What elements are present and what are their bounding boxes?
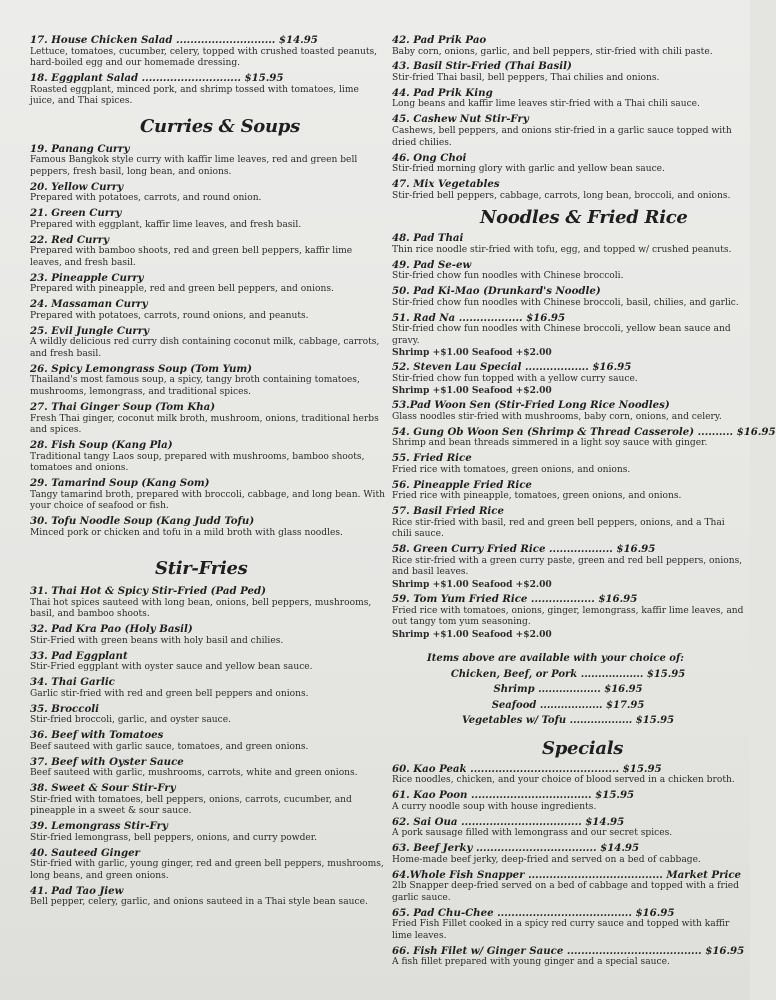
menu-item-title: 37. Beef with Oyster Sauce xyxy=(30,755,184,768)
menu-item-title: 38. Sweet & Sour Stir-Fry xyxy=(30,782,176,795)
menu-item-description: Tangy tamarind broth, prepared with broccoli, cabbage, and long bean. With your choice of seafood or fish. xyxy=(30,489,385,512)
menu-item xyxy=(30,298,385,322)
menu-item-price: $15.95 xyxy=(244,72,284,85)
menu-item-title: 45. Cashew Nut Stir-Fry xyxy=(392,113,529,126)
menu-item xyxy=(30,703,385,727)
menu-item xyxy=(30,363,385,399)
menu-item-description: Prepared with eggplant, kaffir lime leaves, and fresh basil. xyxy=(30,219,302,230)
menu-item-title: 60. Kao Peak .......................................... xyxy=(392,762,620,775)
menu-item-title: 21. Green Curry xyxy=(30,207,122,220)
menu-item-name xyxy=(392,113,744,126)
menu-item-description: Stir-fried with tomatoes, bell peppers, onions, carrots, cucumber, and pineapple in a sweet & sour sauce. xyxy=(30,794,352,817)
menu-item-description: Stir-fried chow fun topped with a yellow curry sauce. xyxy=(392,373,638,384)
section-title-specials: Specials xyxy=(542,737,624,759)
menu-item-description: Stir-fried broccoli, garlic, and oyster sauce. xyxy=(30,715,231,726)
menu-item-title: 25. Evil Jungle Curry xyxy=(30,324,150,337)
menu-item-price: $14.95 xyxy=(278,34,318,46)
menu-item-name xyxy=(30,439,385,452)
protein-choice-label: Vegetables w/ Tofu .................. xyxy=(461,715,633,727)
menu-item-description: Stir-fried morning glory with garlic and yellow bean sauce. xyxy=(392,164,665,175)
menu-item-title: 49. Pad Se-ew xyxy=(392,258,472,271)
menu-item-name xyxy=(30,207,385,220)
menu-item-title: 47. Mix Vegetables xyxy=(392,178,500,191)
menu-item-description: Long beans and kaffir lime leaves stir-fried with a Thai chili sauce. xyxy=(392,99,700,110)
menu-item-upcharge: Shrimp +$1.00 Seafood +$2.00 xyxy=(392,628,552,640)
menu-item-title: 29. Tamarind Soup (Kang Som) xyxy=(30,477,210,490)
menu-item-name xyxy=(392,259,744,272)
menu-item-description: Fried rice with tomatoes, onions, ginger, lemongrass, kaffir lime leaves, and out tangy tom yum seasoning. xyxy=(392,605,744,628)
menu-item-name xyxy=(30,234,385,247)
menu-item-name xyxy=(392,232,744,245)
menu-item xyxy=(30,782,385,818)
menu-item-description: Lettuce, tomatoes, cucumber, celery, topped with crushed toasted peanuts, hard-boiled egg and our homemade dressing. xyxy=(30,46,378,69)
menu-item-title: 54. Gung Ob Woon Sen (Shrimp & Thread Casserole) .......... xyxy=(392,425,734,438)
menu-item xyxy=(392,593,744,640)
menu-item xyxy=(30,325,385,361)
menu-item-name xyxy=(30,729,385,742)
section-title-noodles: Noodles & Fried Rice xyxy=(480,207,688,229)
menu-item-name xyxy=(30,756,385,769)
menu-item-title: 18. Eggplant Salad ............................ xyxy=(30,72,241,85)
menu-item-name xyxy=(30,585,385,598)
menu-item xyxy=(30,272,385,296)
menu-item-name xyxy=(392,361,744,374)
protein-choice-row xyxy=(392,713,744,729)
menu-group-stir-fries xyxy=(30,585,385,909)
protein-choice-block xyxy=(392,651,744,729)
menu-item-name xyxy=(392,869,744,882)
menu-item-price: $16.95 xyxy=(736,425,776,438)
menu-item-description: Glass noodles stir-fried with mushrooms, baby corn, onions, and celery. xyxy=(392,411,722,422)
menu-item-name xyxy=(30,703,385,716)
menu-item-description: Fried rice with pineapple, tomatoes, green onions, and onions. xyxy=(392,491,682,502)
menu-item-price: $15.95 xyxy=(622,762,662,775)
menu-item-description: Prepared with bamboo shoots, red and green bell peppers, kaffir lime leaves, and fresh basil. xyxy=(30,246,353,268)
menu-item-name xyxy=(392,505,744,518)
menu-item-title: 57. Basil Fried Rice xyxy=(392,505,504,518)
menu-item xyxy=(392,60,744,84)
menu-item-name xyxy=(30,885,385,898)
section-title-curries: Curries & Soups xyxy=(140,115,300,137)
menu-item-description: Stir-fried with garlic, young ginger, red and green bell peppers, mushrooms, long beans, and green onions. xyxy=(30,859,384,881)
menu-item-title: 33. Pad Eggplant xyxy=(30,649,128,662)
menu-item xyxy=(392,178,744,202)
menu-item xyxy=(392,34,744,58)
menu-item-description: Fresh Thai ginger, coconut milk broth, mushroom, onions, traditional herbs and spices. xyxy=(30,413,379,436)
menu-item-description: A pork sausage filled with lemongrass and our secret spices. xyxy=(392,828,673,839)
menu-item-title: 48. Pad Thai xyxy=(392,232,464,245)
menu-item-description: Stir-Fried with green beans with holy basil and chilies. xyxy=(30,635,284,646)
menu-item-title: 52. Steven Lau Special .................. xyxy=(392,361,589,374)
menu-item-name xyxy=(30,676,385,689)
protein-choice-price: $17.95 xyxy=(606,699,645,711)
menu-item xyxy=(392,113,744,149)
menu-item-name xyxy=(30,325,385,338)
menu-item-description: Baby corn, onions, garlic, and bell peppers, stir-fried with chili paste. xyxy=(392,46,713,57)
menu-item-description: Rice stir-fried with basil, red and green bell peppers, onions, and a Thai chili sauce. xyxy=(392,517,725,540)
menu-item-title: 35. Broccoli xyxy=(30,702,99,715)
menu-item xyxy=(392,789,744,813)
menu-item-name xyxy=(30,847,385,860)
menu-item-price: $14.95 xyxy=(585,815,625,828)
menu-item xyxy=(392,232,744,256)
menu-item-name xyxy=(30,782,385,795)
menu-item-title: 46. Ong Choi xyxy=(392,151,467,164)
menu-item xyxy=(30,143,385,179)
menu-item-description: A wildly delicious red curry dish containing coconut milk, cabbage, carrots, and fresh basil. xyxy=(30,337,380,359)
menu-item-name xyxy=(30,298,385,311)
menu-item-title: 41. Pad Tao Jiew xyxy=(30,884,124,897)
menu-item xyxy=(30,650,385,674)
menu-item-name xyxy=(392,285,744,298)
menu-item-price: $14.95 xyxy=(600,842,640,855)
menu-item-description: Roasted eggplant, minced pork, and shrimp tossed with tomatoes, lime juice, and Thai spices. xyxy=(30,84,359,107)
menu-item-price: $16.95 xyxy=(592,361,632,374)
menu-item xyxy=(30,623,385,647)
menu-item-description: Stir-fried chow fun noodles with Chinese broccoli, yellow bean sauce and gravy. xyxy=(392,324,731,346)
protein-choice-row xyxy=(392,698,744,714)
menu-item-description: Beef sauteed with garlic, mushrooms, carrots, white and green onions. xyxy=(30,768,358,779)
menu-item-price: $16.95 xyxy=(616,543,656,556)
menu-item-title: 63. Beef Jerky .................................. xyxy=(392,842,597,855)
menu-item-name xyxy=(30,143,385,156)
menu-item-description: Stir-fried chow fun noodles with Chinese broccoli, basil, chilies, and garlic. xyxy=(392,297,739,308)
protein-choice-price: $15.95 xyxy=(635,715,675,727)
menu-group-specials xyxy=(392,763,744,969)
menu-item-price: $16.95 xyxy=(705,944,745,957)
menu-item xyxy=(30,401,385,437)
menu-group-salads xyxy=(30,34,385,108)
menu-item-description: Rice noodles, chicken, and your choice of blood served in a chicken broth. xyxy=(392,775,735,786)
menu-item-title: 59. Tom Yum Fried Rice .................. xyxy=(392,593,595,605)
menu-item-title: 62. Sai Oua .................................. xyxy=(392,815,582,828)
menu-item xyxy=(392,945,744,969)
menu-item xyxy=(392,152,744,176)
menu-item-name xyxy=(392,816,744,829)
menu-item-description: Prepared with potatoes, carrots, round onions, and peanuts. xyxy=(30,310,309,321)
menu-item xyxy=(30,234,385,270)
menu-item-price: $15.95 xyxy=(595,789,635,802)
menu-item-name xyxy=(392,593,744,606)
menu-item-title: 64.Whole Fish Snapper ...................................... xyxy=(392,868,663,881)
menu-item-description: Rice stir-fried with a green curry paste, green and red bell peppers, onions, and basil leaves. xyxy=(392,555,743,578)
menu-item-name xyxy=(30,72,385,85)
menu-item xyxy=(392,285,744,309)
menu-item-title: 53.Pad Woon Sen (Stir-Fried Long Rice Noodles) xyxy=(392,399,670,412)
protein-choice-price: $16.95 xyxy=(604,684,643,696)
menu-item-title: 24. Massaman Curry xyxy=(30,298,148,311)
menu-item-description: Minced pork or chicken and tofu in a mild broth with glass noodles. xyxy=(30,527,343,538)
menu-item-title: 66. Fish Filet w/ Ginger Sauce ...................................... xyxy=(392,944,702,957)
menu-item-title: 34. Thai Garlic xyxy=(30,676,115,689)
menu-item-title: 17. House Chicken Salad ............................ xyxy=(30,34,276,46)
protein-choice-price: $15.95 xyxy=(646,668,686,680)
menu-item xyxy=(392,763,744,787)
menu-item-name xyxy=(392,842,744,855)
menu-item xyxy=(30,72,385,108)
menu-item-name xyxy=(392,907,744,920)
menu-item xyxy=(392,399,744,423)
menu-item-name xyxy=(392,452,744,465)
menu-item-description: Traditional tangy Laos soup, prepared with mushrooms, bamboo shoots, tomatoes and onions. xyxy=(30,451,365,474)
menu-item-title: 30. Tofu Noodle Soup (Kang Judd Tofu) xyxy=(30,515,255,528)
menu-item-title: 26. Spicy Lemongrass Soup (Tom Yum) xyxy=(30,362,252,375)
menu-item xyxy=(30,847,385,883)
menu-item-description: Garlic stir-fried with red and green bell peppers and onions. xyxy=(30,688,309,699)
menu-item-description: Home-made beef jerky, deep-fried and served on a bed of cabbage. xyxy=(392,854,701,865)
menu-item-title: 51. Rad Na .................. xyxy=(392,311,523,324)
menu-item-price: $16.95 xyxy=(635,906,675,919)
menu-item-name xyxy=(30,363,385,376)
menu-item-title: 22. Red Curry xyxy=(30,233,110,246)
menu-item-name xyxy=(30,650,385,663)
menu-item-title: 36. Beef with Tomatoes xyxy=(30,729,164,742)
menu-group-stir-fries-cont xyxy=(392,34,744,202)
protein-choice-heading: Items above are available with your choice of: xyxy=(427,653,684,665)
menu-item-name xyxy=(392,399,744,412)
menu-item-title: 44. Pad Prik King xyxy=(392,86,493,99)
protein-choice-label: Shrimp .................. xyxy=(493,684,601,696)
menu-item-description: Bell pepper, celery, garlic, and onions sauteed in a Thai style bean sauce. xyxy=(30,897,368,908)
menu-item-name xyxy=(392,87,744,100)
menu-item-price: Market Price xyxy=(666,868,742,881)
menu-item xyxy=(30,729,385,753)
menu-item-name xyxy=(392,543,744,556)
section-title-stir-fries: Stir-Fries xyxy=(155,558,248,580)
menu-item xyxy=(392,907,744,943)
menu-item xyxy=(392,361,744,397)
menu-item-description: A curry noodle soup with house ingredients. xyxy=(392,801,597,812)
menu-item-description: Thailand's most famous soup, a spicy, tangy broth containing tomatoes, mushrooms, lemongrass, and traditional spices. xyxy=(30,375,360,398)
menu-item-title: 20. Yellow Curry xyxy=(30,180,124,193)
menu-item xyxy=(30,885,385,909)
menu-item xyxy=(30,181,385,205)
menu-item-title: 65. Pad Chu-Chee ...................................... xyxy=(392,906,632,919)
menu-item-description: Famous Bangkok style curry with kaffir lime leaves, red and green bell peppers, fresh basil, long bean, and onions. xyxy=(30,155,358,177)
menu-item-name xyxy=(392,152,744,165)
menu-item-title: 40. Sauteed Ginger xyxy=(30,846,140,859)
menu-item-name xyxy=(30,820,385,833)
menu-item xyxy=(30,585,385,621)
menu-item-name xyxy=(392,763,744,776)
menu-item xyxy=(392,312,744,359)
menu-item-title: 61. Kao Poon .................................. xyxy=(392,789,592,802)
menu-item-name xyxy=(30,181,385,194)
menu-item-description: Stir-Fried eggplant with oyster sauce and yellow bean sauce. xyxy=(30,662,313,673)
menu-item-name xyxy=(392,178,744,191)
menu-item xyxy=(392,505,744,541)
menu-item-title: 19. Panang Curry xyxy=(30,142,130,155)
menu-item-description: Stir-fried Thai basil, bell peppers, Thai chilies and onions. xyxy=(392,72,660,83)
menu-item xyxy=(392,87,744,111)
menu-item xyxy=(30,207,385,231)
menu-item-description: Stir-fried chow fun noodles with Chinese broccoli. xyxy=(392,271,624,282)
menu-left-column xyxy=(30,34,385,1000)
menu-item-title: 42. Pad Prik Pao xyxy=(392,34,487,46)
menu-item-name xyxy=(392,425,776,439)
menu-item-name xyxy=(392,789,744,802)
menu-item-description: Stir-fried bell peppers, cabbage, carrots, long bean, broccoli, and onions. xyxy=(392,190,731,201)
menu-item xyxy=(392,869,744,905)
menu-item-description: A fish fillet prepared with young ginger and a special sauce. xyxy=(392,957,670,968)
menu-item-price: $16.95 xyxy=(598,593,638,605)
protein-choice-list xyxy=(392,667,744,729)
menu-item-upcharge: Shrimp +$1.00 Seafood +$2.00 xyxy=(392,347,552,359)
menu-item-title: 43. Basil Stir-Fried (Thai Basil) xyxy=(392,60,572,73)
menu-item xyxy=(30,477,385,513)
menu-item-name xyxy=(392,312,744,325)
menu-item-upcharge: Shrimp +$1.00 Seafood +$2.00 xyxy=(392,385,552,397)
menu-item-title: 27. Thai Ginger Soup (Tom Kha) xyxy=(30,401,216,414)
menu-item xyxy=(392,842,744,866)
menu-item xyxy=(392,425,776,450)
menu-item-title: 39. Lemongrass Stir-Fry xyxy=(30,820,168,833)
menu-item-name xyxy=(30,34,385,47)
menu-item xyxy=(392,479,744,503)
menu-item-upcharge: Shrimp +$1.00 Seafood +$2.00 xyxy=(392,579,552,591)
menu-item-title: 23. Pineapple Curry xyxy=(30,271,144,284)
menu-item-title: 56. Pineapple Fried Rice xyxy=(392,478,532,491)
menu-item xyxy=(30,820,385,844)
protein-choice-label: Chicken, Beef, or Pork .................. xyxy=(450,668,644,680)
menu-item xyxy=(392,259,744,283)
menu-item-title: 55. Fried Rice xyxy=(392,452,472,465)
menu-item-title: 31. Thai Hot & Spicy Stir-Fried (Pad Ped) xyxy=(30,585,266,598)
menu-item-description: Prepared with pineapple, red and green bell peppers, and onions. xyxy=(30,284,334,295)
menu-item-name xyxy=(392,479,744,492)
menu-item-description: Cashews, bell peppers, and onions stir-fried in a garlic sauce topped with dried chilies. xyxy=(392,125,732,148)
menu-item-name xyxy=(30,515,385,528)
menu-item-title: 32. Pad Kra Pao (Holy Basil) xyxy=(30,623,193,636)
menu-item-price: $16.95 xyxy=(526,311,566,324)
menu-group-curries xyxy=(30,143,385,540)
menu-item-name xyxy=(392,945,744,958)
menu-item-description: Beef sauteed with garlic sauce, tomatoes, and green onions. xyxy=(30,741,309,752)
menu-item-name xyxy=(30,477,385,490)
menu-item xyxy=(30,515,385,539)
protein-choice-label: Seafood .................. xyxy=(491,699,603,711)
menu-right-column xyxy=(392,34,776,1000)
menu-item xyxy=(30,34,385,70)
menu-item-description: Stir-fried lemongrass, bell peppers, onions, and curry powder. xyxy=(30,832,318,843)
menu-item-name xyxy=(30,272,385,285)
menu-item-description: Shrimp and bean threads simmered in a light soy sauce with ginger. xyxy=(392,438,708,449)
menu-item-description: Prepared with potatoes, carrots, and round onion. xyxy=(30,193,262,204)
menu-item-description: 2lb Snapper deep-fried served on a bed of cabbage and topped with a fried garlic sauce. xyxy=(392,881,739,903)
protein-choice-row xyxy=(392,667,744,683)
menu-item-name xyxy=(392,60,744,73)
protein-choice-row xyxy=(392,682,744,698)
menu-item-title: 50. Pad Ki-Mao (Drunkard's Noodle) xyxy=(392,285,601,298)
menu-item xyxy=(30,756,385,780)
menu-item-name xyxy=(392,34,744,47)
menu-item xyxy=(30,439,385,475)
menu-item-name xyxy=(30,401,385,414)
menu-item-name xyxy=(30,623,385,636)
menu-item-description: Fried Fish Fillet cooked in a spicy red curry sauce and topped with kaffir lime leaves. xyxy=(392,919,730,941)
menu-item-description: Thin rice noodle stir-fried with tofu, egg, and topped w/ crushed peanuts. xyxy=(392,244,732,255)
menu-item-description: Fried rice with tomatoes, green onions, and onions. xyxy=(392,464,631,475)
menu-item-description: Thai hot spices sauteed with long bean, onions, bell peppers, mushrooms, basil, and bamboo shoots. xyxy=(30,597,372,620)
menu-item xyxy=(30,676,385,700)
menu-item xyxy=(392,543,744,590)
menu-item xyxy=(392,816,744,840)
menu-item xyxy=(392,452,744,476)
menu-item-title: 58. Green Curry Fried Rice .................. xyxy=(392,543,613,556)
menu-item-title: 28. Fish Soup (Kang Pla) xyxy=(30,439,173,452)
menu-group-noodles xyxy=(392,232,776,640)
